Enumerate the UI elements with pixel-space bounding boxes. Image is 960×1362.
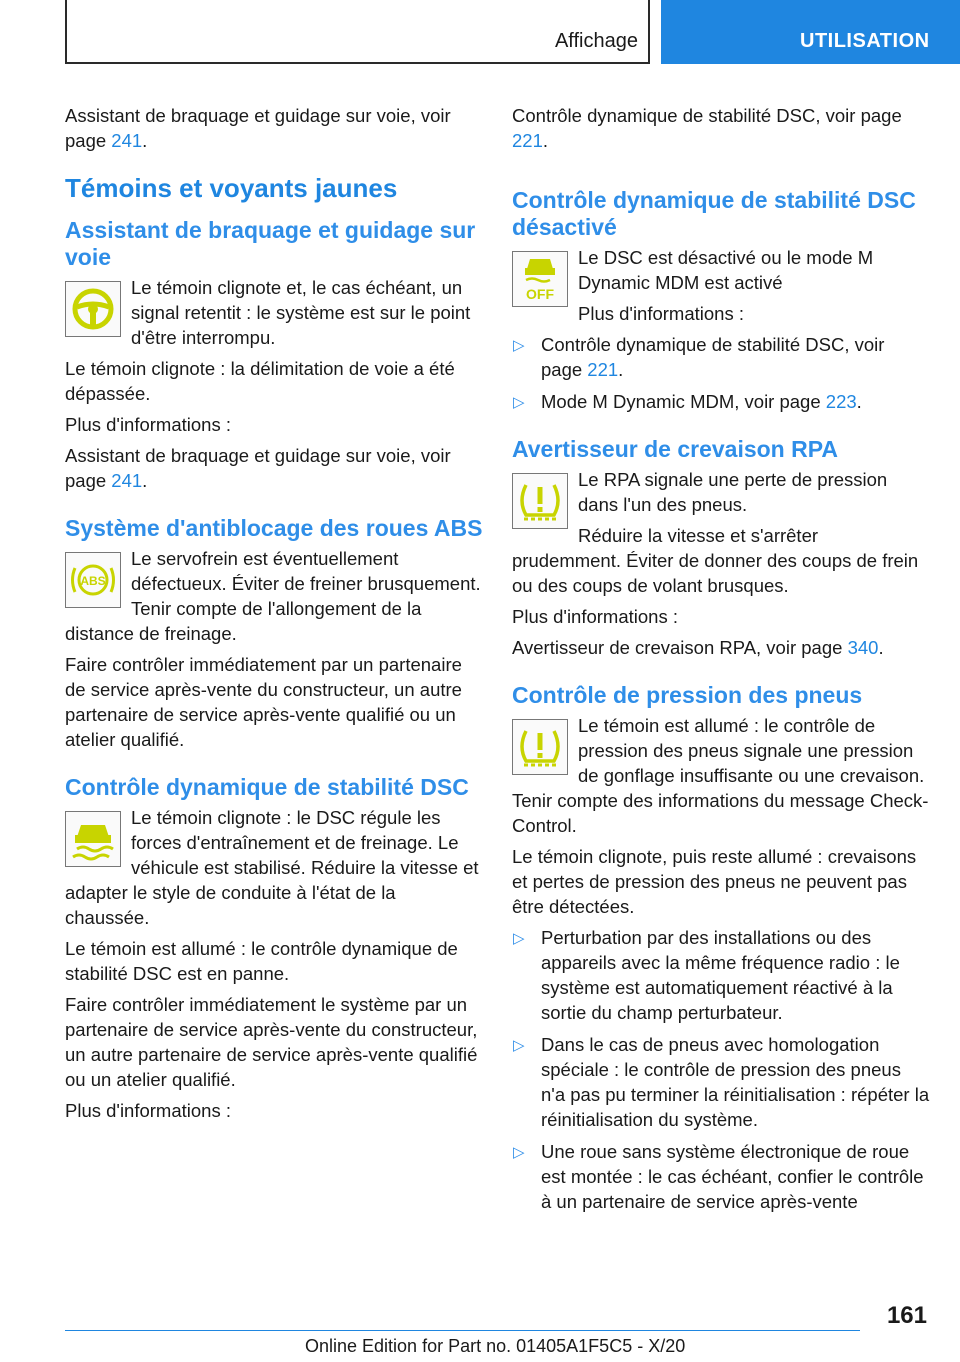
page-number: 161 [886, 1302, 927, 1329]
list-item: ▷ Contrôle dynamique de stabilité DSC, voir page 221. [513, 334, 885, 380]
section-heading-dsc: Contrôle dynamique de stabilité DSC [65, 774, 469, 800]
page-link[interactable]: 241 [111, 470, 143, 491]
section-title: Affichage [554, 30, 638, 52]
triangle-bullet-icon: ▷ [513, 1144, 525, 1161]
left-intro: Assistant de braquage et guidage sur voie, voir page 241. [65, 105, 451, 151]
footer-divider [65, 1330, 860, 1331]
chapter-tab: UTILISATION [661, 0, 960, 64]
triangle-bullet-icon: ▷ [513, 930, 525, 947]
abs-icon [65, 552, 121, 608]
section-heading-abs: Système d'antiblocage des roues ABS [65, 515, 483, 541]
list-item: ▷ Une roue sans système électronique de roue est montée : le cas échéant, confier le contrôle à un partenaire de service après-vente [513, 1141, 924, 1212]
section-heading-dsc-off: Contrôle dynamique de stabilité DSC désactivé [512, 187, 916, 240]
svg-text:ABS: ABS [80, 574, 106, 588]
triangle-bullet-icon: ▷ [513, 337, 525, 354]
dsc-warning: Le témoin clignote : le DSC régule les forces d'entraînement et de freinage. Le véhicule est stabilisé. Réduire la vitesse et adapter le style de conduite à l'état de la chaussée. [65, 807, 479, 928]
dsc-off-links [512, 332, 930, 414]
steering-wheel-icon [65, 281, 121, 337]
triangle-bullet-icon: ▷ [513, 1037, 525, 1054]
section-heading-rpa: Avertisseur de crevaison RPA [512, 436, 838, 462]
tpms-list [512, 925, 930, 1214]
tpms-warning: Le témoin est allumé : le contrôle de pression des pneus signale une pression de gonflage insuffisante ou une crevaison. Tenir compte des informations du message Check-Control. [512, 715, 929, 836]
right-intro: Contrôle dynamique de stabilité DSC, voir page 221. [512, 105, 902, 151]
page-link[interactable]: 223 [825, 391, 857, 412]
dsc-icon [65, 811, 121, 867]
svg-text:OFF: OFF [526, 286, 554, 302]
left-column: Assistant de braquage et guidage sur voie, voir page 241. Témoins et voyants jaunes Assistant de braquage et guidage sur voie Le témoin clignote et, le cas échéant, un signal retentit : le système est sur le point d'être interrompu. Le témoin clignote : la délimitation de voie a été dépassée. Plus d'informations : Assistant de braquage et guidage sur voie, voir page 241. Système d'antiblocage des roues ABS ABS Le servofrein est éventuellement défectueux. Éviter de freiner brusquement. Tenir compte de l'allongement de la distance de freinage. Faire contrôler immédiatement par un partenaire de service après-vente du constructeur, un autre partenaire de service après-vente qualifié ou un atelier qualifié. Contrôle dynamique de stabilité DSC Le témoin clignote : le DSC régule les forces d'entraînement et de freinage. Le véhicule est stabilisé. Réduire la vitesse et adapter le style de conduite à l'état de la chaussée. Le témoin est allumé : le contrôle dynamique de stabilité DSC est en panne. Faire contrôler immédiatement le système par un partenaire de service après-vente du constructeur, un autre partenaire de service après-vente qualifié ou un atelier qualifié. Plus d'informations : [65, 103, 485, 1129]
right-column: Contrôle dynamique de stabilité DSC, voir page 221. Contrôle dynamique de stabilité DSC désactivé OFF Le DSC est désactivé ou le mode M Dynamic MDM est activé Plus d'informations : ▷ Contrôle dynamique de stabilité DSC, voir page 221. ▷ Mode M Dynamic MDM, voir page 223. Avertisseur de crevaison RPA Le RPA signale une perte de pression dans l'un des pneus. Réduire la vitesse et s'arrêter prudemment. Éviter de donner des coups de frein ou des coups de volant brusques. Plus d'informations : Avertisseur de crevaison RPA, voir page 340. Contrôle de pression des pneus Le témoin est allumé : le contrôle de pression des pneus signale une pression de gonflage insuffisante ou une crevaison. Tenir compte des informations du message Check-Control. Le témoin clignote, puis reste allumé : crevaisons et pertes de pression des pneus ne peuvent pas être détectées. ▷ Perturbation par des installations ou des appareils avec la même fréquence radio : le système est automatiquement réactivé à la sortie du champ perturbateur. ▷ Dans le cas de pneus avec homologation spéciale : le contrôle de pression des pneus n'a pas pu terminer la réinitialisation : répéter la réinitialisation du système. ▷ Une roue sans système électronique de roue est montée : le cas échéant, confier le contrôle à un partenaire de service après-vente [512, 105, 930, 1212]
tire-pressure-icon [512, 719, 568, 775]
dsc-off-warning: OFF Le DSC est désactivé ou le mode M Dynamic MDM est activé Plus d'informations : [512, 245, 930, 326]
lane-assist-warning: Le témoin clignote et, le cas échéant, un signal retentit : le système est sur le point d'être interrompu. [65, 275, 485, 350]
tire-pressure-icon [512, 473, 568, 529]
section-heading-tpms: Contrôle de pression des pneus [512, 682, 863, 708]
main-heading: Témoins et voyants jaunes [65, 173, 398, 203]
list-item: ▷ Mode M Dynamic MDM, voir page 223. [512, 389, 930, 414]
dsc-off-icon [512, 251, 568, 307]
page-link[interactable]: 221 [512, 130, 543, 151]
page-link[interactable]: 221 [587, 359, 619, 380]
header-box [65, 0, 650, 64]
page-link[interactable]: 241 [111, 130, 143, 151]
list-item: ▷ Perturbation par des installations ou des appareils avec la même fréquence radio : le système est automatiquement réactivé à la sortie du champ perturbateur. [513, 927, 900, 1023]
abs-warning: ABS Le servofrein est éventuellement défectueux. Éviter de freiner brusquement. Tenir compte de l'allongement de la distance de freinage. [65, 548, 481, 644]
rpa-warning: Le RPA signale une perte de pression dans l'un des pneus. Réduire la vitesse et s'arrêter prudemment. Éviter de donner des coups de frein ou des coups de volant brusques. [512, 469, 919, 596]
triangle-bullet-icon: ▷ [513, 394, 525, 411]
footer-edition: Online Edition for Part no. 01405A1F5C5 - X/20 [305, 1336, 686, 1356]
page-link[interactable]: 340 [847, 637, 879, 658]
section-heading-lane-assist: Assistant de braquage et guidage sur voie [65, 217, 476, 270]
list-item: ▷ Dans le cas de pneus avec homologation spéciale : le contrôle de pression des pneus n'a pas pu terminer la réinitialisation : répéter la réinitialisation du système. [513, 1034, 930, 1130]
